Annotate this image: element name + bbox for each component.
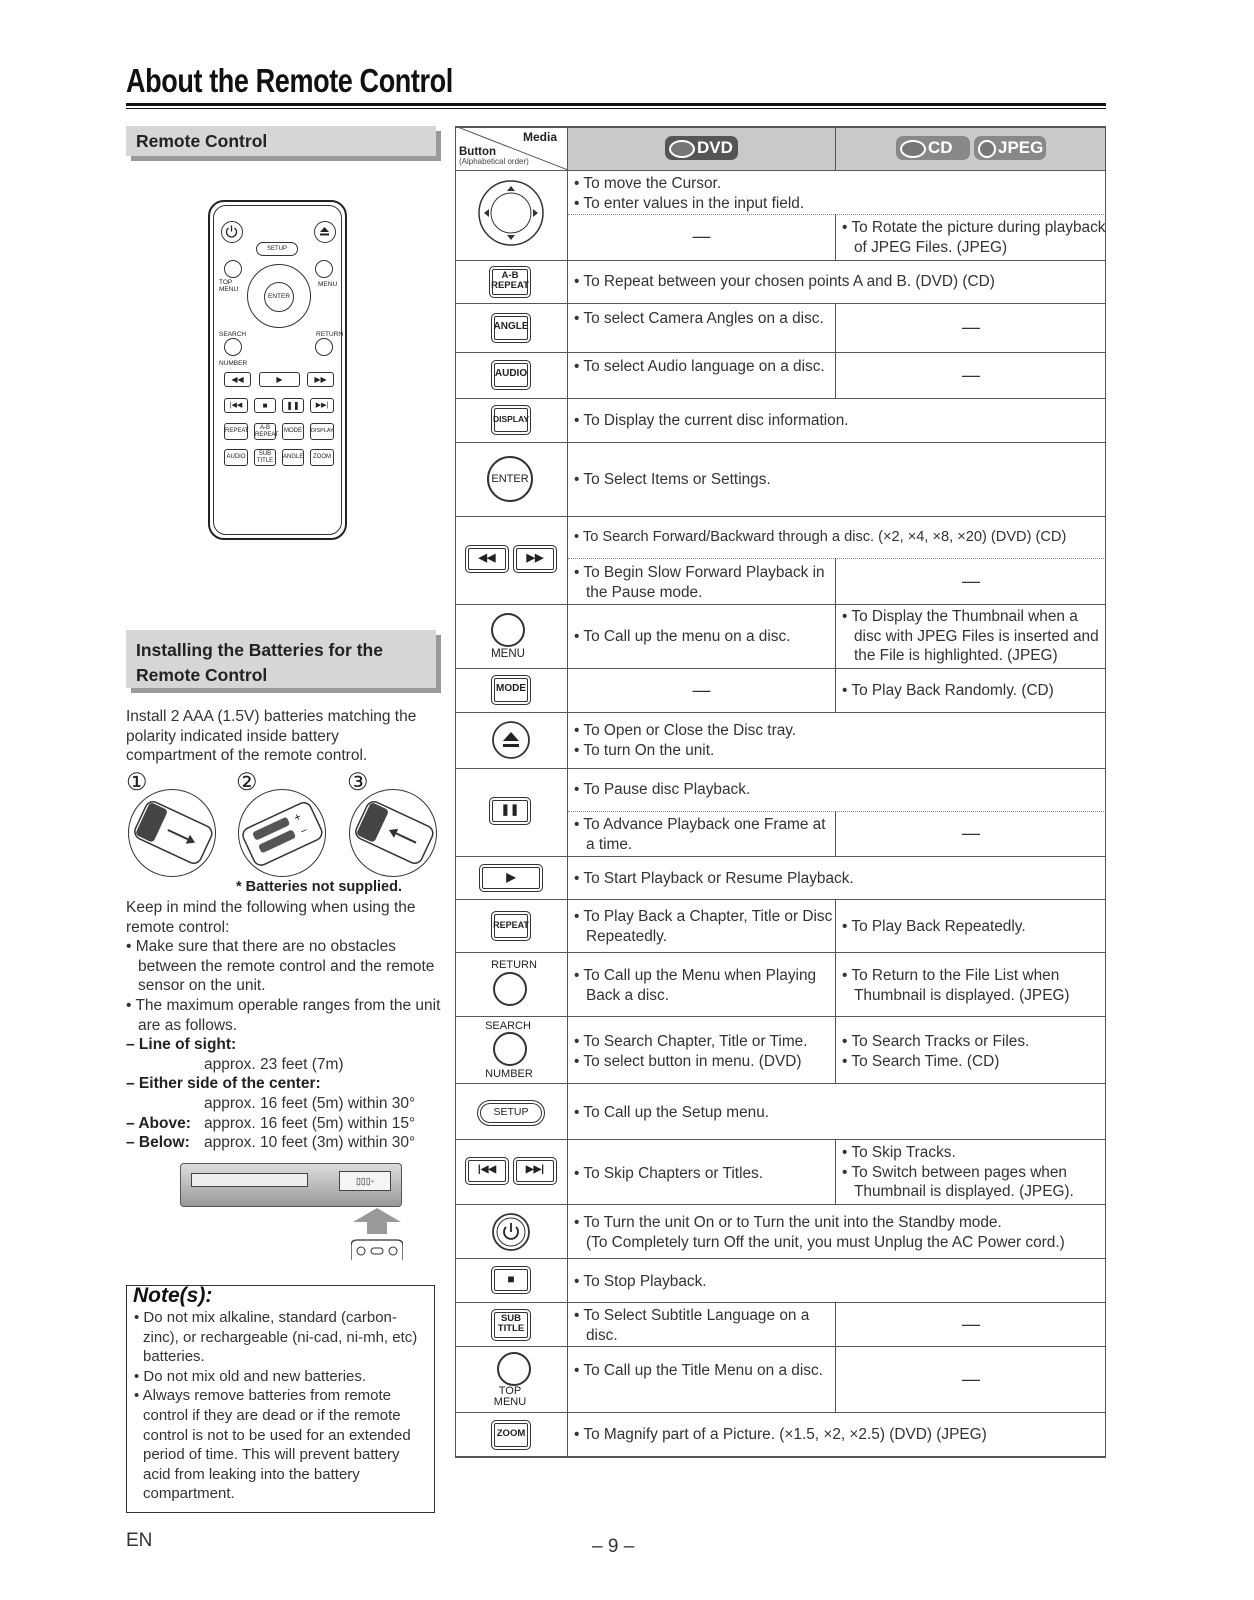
remote-search-label: SEARCH: [219, 331, 247, 338]
advance-desc: [568, 815, 835, 854]
skip-cd-desc: [836, 1143, 1106, 1202]
dvd-badge: [665, 136, 738, 160]
stop-desc: [568, 1272, 1106, 1292]
batteries-header: Installing the Batteries for the Remote Control: [126, 630, 436, 688]
remote-rewind-button: ◀◀: [224, 372, 251, 387]
dash: —: [692, 226, 711, 246]
title-rule: [126, 103, 1106, 106]
note-item: • Do not mix alkaline, standard (carbon-zinc), or rechargeable (ni-cad, ni-mh, etc) batteries.: [134, 1309, 418, 1366]
notes-box: [126, 1285, 435, 1513]
cursor-dpad-icon: [477, 179, 545, 247]
remote-menu-label: MENU: [318, 281, 338, 288]
display-button-icon: DISPLAY: [491, 405, 531, 435]
remote-skip-back-button: |◀◀: [224, 398, 248, 413]
play-button-icon: ▶: [479, 864, 543, 892]
cell-text: • To Rotate the picture during playback of JPEG Files. (JPEG): [842, 219, 1106, 256]
cell-text: • To Call up the Setup menu.: [574, 1104, 770, 1121]
setup-button-icon: SETUP: [477, 1100, 545, 1126]
remote-pause-button: ❚❚: [282, 398, 304, 413]
bullet-ranges: • The maximum operable ranges from the unit are as follows.: [126, 996, 441, 1034]
cell-text: • To Advance Playback one Frame at a time.: [574, 816, 826, 853]
remote-pointing-illustration: [351, 1208, 403, 1260]
header-media-label: Media: [523, 130, 558, 144]
menu-label: MENU: [493, 1396, 527, 1408]
cell-text: • To Start Playback or Resume Playback.: [574, 870, 854, 887]
dash: —: [962, 365, 980, 385]
cell-text: • To Search Tracks or Files.: [842, 1033, 1030, 1050]
cd-label: CD: [928, 138, 953, 157]
display-desc: [568, 411, 1106, 431]
search-cd-desc: [836, 1032, 1106, 1071]
pause-desc: [568, 780, 1106, 800]
remote-control-header: Remote Control: [126, 126, 436, 156]
slow-fwd-desc: [568, 563, 835, 602]
return-button-icon: [493, 972, 527, 1006]
range-above-label: – Above:: [126, 1114, 191, 1132]
eject-icon: [491, 720, 531, 760]
cell-text: (To Completely turn Off the unit, you must Unplug the AC Power cord.): [586, 1233, 1065, 1251]
mode-button-icon: MODE: [491, 675, 531, 705]
top-menu-desc: [568, 1361, 835, 1381]
remote-subtitle-button: SUB TITLE: [254, 449, 276, 466]
remote-eject-icon: [314, 221, 336, 243]
range-line-of-sight-value: approx. 23 feet (7m): [204, 1055, 344, 1073]
range-either-side-label: – Either side of the center:: [126, 1075, 321, 1093]
play-desc: [568, 869, 1106, 889]
return-dvd-desc: [568, 966, 835, 1005]
search-button-icon: [493, 1032, 527, 1066]
bullet-obstacles: • Make sure that there are no obstacles between the remote control and the remote sensor on the unit.: [126, 938, 435, 995]
repeat-button-icon: REPEAT: [491, 911, 531, 941]
top-menu-button-icon: [497, 1352, 531, 1386]
top-label: TOP: [498, 1385, 522, 1397]
remote-stop-button: ■: [254, 398, 276, 413]
range-below-value: approx. 10 feet (3m) within 30°: [204, 1134, 416, 1152]
power-icon: [491, 1212, 531, 1252]
cd-badge: [896, 136, 970, 160]
angle-desc: [568, 309, 835, 329]
search-dvd-desc: [568, 1032, 835, 1071]
subtitle-sub-label: SUB: [500, 1313, 522, 1324]
page-title: About the Remote Control: [126, 62, 453, 99]
subtitle-title-label: TITLE: [497, 1323, 525, 1334]
cell-text: • To Call up the Menu when Playing Back a disc.: [574, 967, 817, 1004]
repeat-dvd-desc: [568, 907, 835, 946]
battery-step-3-illustration: [349, 789, 437, 877]
notes-title: Note(s):: [133, 1284, 213, 1307]
dash: —: [962, 1369, 980, 1389]
svg-text:−: −: [298, 825, 310, 838]
cell-text: • To select Audio language on a disc.: [574, 358, 825, 375]
cell-text: • To Turn the unit On or to Turn the unit into the Standby mode.: [574, 1214, 1002, 1231]
cell-text: • To Magnify part of a Picture. (×1.5, ×2, ×2.5) (DVD) (JPEG): [574, 1426, 987, 1443]
skip-forward-button-icon: ▶▶|: [513, 1157, 557, 1185]
cell-text: • To Skip Chapters or Titles.: [574, 1165, 764, 1182]
step-2-number: ②: [236, 769, 258, 796]
button-function-table: [455, 126, 1106, 1457]
skip-back-button-icon: |◀◀: [465, 1157, 509, 1185]
remote-search-button: [224, 338, 242, 356]
remote-display-button: DISPLAY: [310, 423, 334, 440]
fast-forward-button-icon: ▶▶: [513, 545, 557, 573]
cell-text: • To select button in menu. (DVD): [574, 1052, 802, 1070]
cell-text: • To Pause disc Playback.: [574, 781, 751, 798]
footer-language: EN: [126, 1530, 153, 1551]
cursor-desc-line: • To move the Cursor.: [574, 175, 722, 192]
menu-button-label: MENU: [491, 648, 525, 660]
remote-number-label: NUMBER: [219, 360, 248, 367]
remote-mode-button: MODE: [282, 423, 304, 440]
cell-text: • To Search Time. (CD): [842, 1052, 1000, 1070]
menu-button-icon: [491, 613, 525, 647]
zoom-button-icon: ZOOM: [491, 1420, 531, 1450]
cursor-jpeg-desc: [836, 218, 1106, 257]
cell-text: • To select Camera Angles on a disc.: [574, 310, 824, 327]
skip-dvd-desc: [568, 1164, 835, 1184]
return-jpeg-desc: [836, 966, 1106, 1005]
remote-play-button: ▶: [259, 372, 300, 387]
cell-text: • To Search Forward/Backward through a disc. (×2, ×4, ×8, ×20) (DVD) (CD): [574, 529, 1067, 545]
menu-dvd-desc: [568, 627, 835, 647]
dvd-label: DVD: [697, 138, 733, 157]
rewind-button-icon: ◀◀: [465, 545, 509, 573]
remote-ab-button: A-B REPEAT: [255, 425, 279, 438]
audio-desc: [568, 357, 835, 377]
jpeg-label: JPEG: [998, 138, 1044, 157]
cell-text: • To Play Back Repeatedly.: [842, 918, 1026, 935]
subtitle-desc: [568, 1306, 835, 1345]
cell-text: • To turn On the unit.: [574, 741, 715, 759]
cell-text: • To Skip Tracks.: [842, 1144, 956, 1161]
cursor-desc: [568, 174, 1106, 213]
keep-mind-text: Keep in mind the following when using the remote control:: [126, 899, 416, 936]
remote-forward-button: ▶▶: [307, 372, 334, 387]
battery-step-1-illustration: [128, 789, 216, 877]
cell-text: • To Play Back a Chapter, Title or Disc Repeatedly.: [574, 908, 833, 945]
range-line-of-sight-label: – Line of sight:: [126, 1036, 237, 1054]
remote-top-menu-label: TOP MENU: [219, 279, 239, 293]
number-button-label: NUMBER: [485, 1068, 533, 1080]
range-either-side-value: approx. 16 feet (5m) within 30°: [204, 1094, 416, 1112]
range-above-value: approx. 16 feet (5m) within 15°: [204, 1114, 416, 1132]
return-button-label: RETURN: [491, 959, 537, 971]
subtitle-button-icon: [491, 1309, 531, 1341]
cell-text: • To Play Back Randomly. (CD): [842, 682, 1054, 699]
remote-return-label: RETURN: [316, 331, 344, 338]
note-item: • Do not mix old and new batteries.: [134, 1367, 367, 1385]
dash: —: [962, 1314, 980, 1334]
remote-control-illustration: [208, 200, 347, 540]
pause-button-icon: ❚❚: [489, 797, 531, 825]
top-menu-button-label: [485, 1386, 535, 1408]
cell-text: • To Display the current disc information.: [574, 412, 849, 429]
header-order-label: (Alphabetical order): [459, 157, 529, 166]
mode-cd-desc: [836, 681, 1106, 701]
enter-desc: [568, 470, 1106, 490]
remote-zoom-button: ZOOM: [310, 449, 334, 466]
header-button-label: Button: [459, 146, 497, 158]
footer-page-number: – 9 –: [592, 1536, 635, 1557]
cell-text: • To Call up the Title Menu on a disc.: [574, 1362, 823, 1379]
dash: —: [962, 571, 980, 591]
menu-jpeg-desc: [836, 607, 1106, 666]
ab-repeat-desc: [568, 272, 1106, 292]
step-1-number: ①: [126, 769, 148, 796]
remote-angle-button: ANGLE: [282, 449, 304, 466]
cell-text: • To Return to the File List when Thumbnail is displayed. (JPEG): [842, 967, 1070, 1004]
usage-notes: [126, 898, 441, 1153]
audio-button-icon: AUDIO: [491, 360, 531, 390]
remote-enter-button: ENTER: [264, 282, 294, 312]
power-desc: [568, 1213, 1106, 1252]
remote-skip-fwd-button: ▶▶|: [310, 398, 334, 413]
cell-text: • To Begin Slow Forward Playback in the Pause mode.: [574, 564, 825, 601]
cell-text: • To Stop Playback.: [574, 1273, 707, 1290]
remote-top-menu-button: [224, 260, 242, 278]
cell-text: • To Call up the menu on a disc.: [574, 628, 791, 645]
range-below-label: – Below:: [126, 1134, 190, 1152]
setup-desc: [568, 1103, 1106, 1123]
player-unit-illustration: ▯▯▯◦: [180, 1163, 402, 1207]
angle-button-icon: ANGLE: [491, 313, 531, 343]
zoom-desc: [568, 1425, 1106, 1445]
ab-repeat-button-icon: A-B REPEAT: [489, 266, 531, 298]
cell-text: • To Select Subtitle Language on a disc.: [574, 1307, 810, 1344]
stop-button-icon: ■: [491, 1266, 531, 1294]
search-button-label: SEARCH: [485, 1020, 531, 1032]
remote-repeat-button: REPEAT: [224, 423, 248, 440]
note-item: • Always remove batteries from remote control if they are dead or if the remote control is not to be used for an extended period of time. This will prevent battery acid from leaking into the battery compartment.: [134, 1387, 411, 1503]
step-3-number: ③: [347, 769, 369, 796]
remote-audio-button: AUDIO: [224, 449, 248, 466]
dash: —: [962, 823, 980, 843]
cell-text: • To Repeat between your chosen points A and B. (DVD) (CD): [574, 273, 995, 290]
cell-text: • To Display the Thumbnail when a disc with JPEG Files is inserted and the File is highlighted. (JPEG): [842, 608, 1099, 665]
batteries-not-supplied-note: * Batteries not supplied.: [236, 879, 402, 895]
eject-desc: [568, 721, 1106, 760]
remote-power-icon: [221, 221, 243, 243]
title-rule-thin: [126, 108, 1106, 109]
dash: —: [962, 317, 980, 337]
remote-menu-button: [315, 260, 333, 278]
search-fwd-desc: [568, 528, 1106, 548]
install-instructions: Install 2 AAA (1.5V) batteries matching the polarity indicated inside battery compartment of the remote control.: [126, 708, 417, 765]
jpeg-badge: [974, 136, 1046, 160]
cursor-desc-line: • To enter values in the input field.: [574, 194, 805, 212]
dash: —: [692, 680, 711, 700]
cell-text: • To Select Items or Settings.: [574, 471, 771, 488]
svg-text:+: +: [292, 811, 304, 825]
enter-button-icon: ENTER: [487, 456, 533, 502]
cell-text: • To Switch between pages when Thumbnail is displayed. (JPEG).: [842, 1163, 1074, 1201]
remote-return-button: [315, 338, 333, 356]
repeat-cd-desc: [836, 917, 1106, 937]
remote-setup-button: SETUP: [256, 242, 298, 256]
cell-text: • To Open or Close the Disc tray.: [574, 722, 797, 739]
battery-step-2-illustration: [238, 789, 326, 877]
cell-text: • To Search Chapter, Title or Time.: [574, 1033, 808, 1050]
